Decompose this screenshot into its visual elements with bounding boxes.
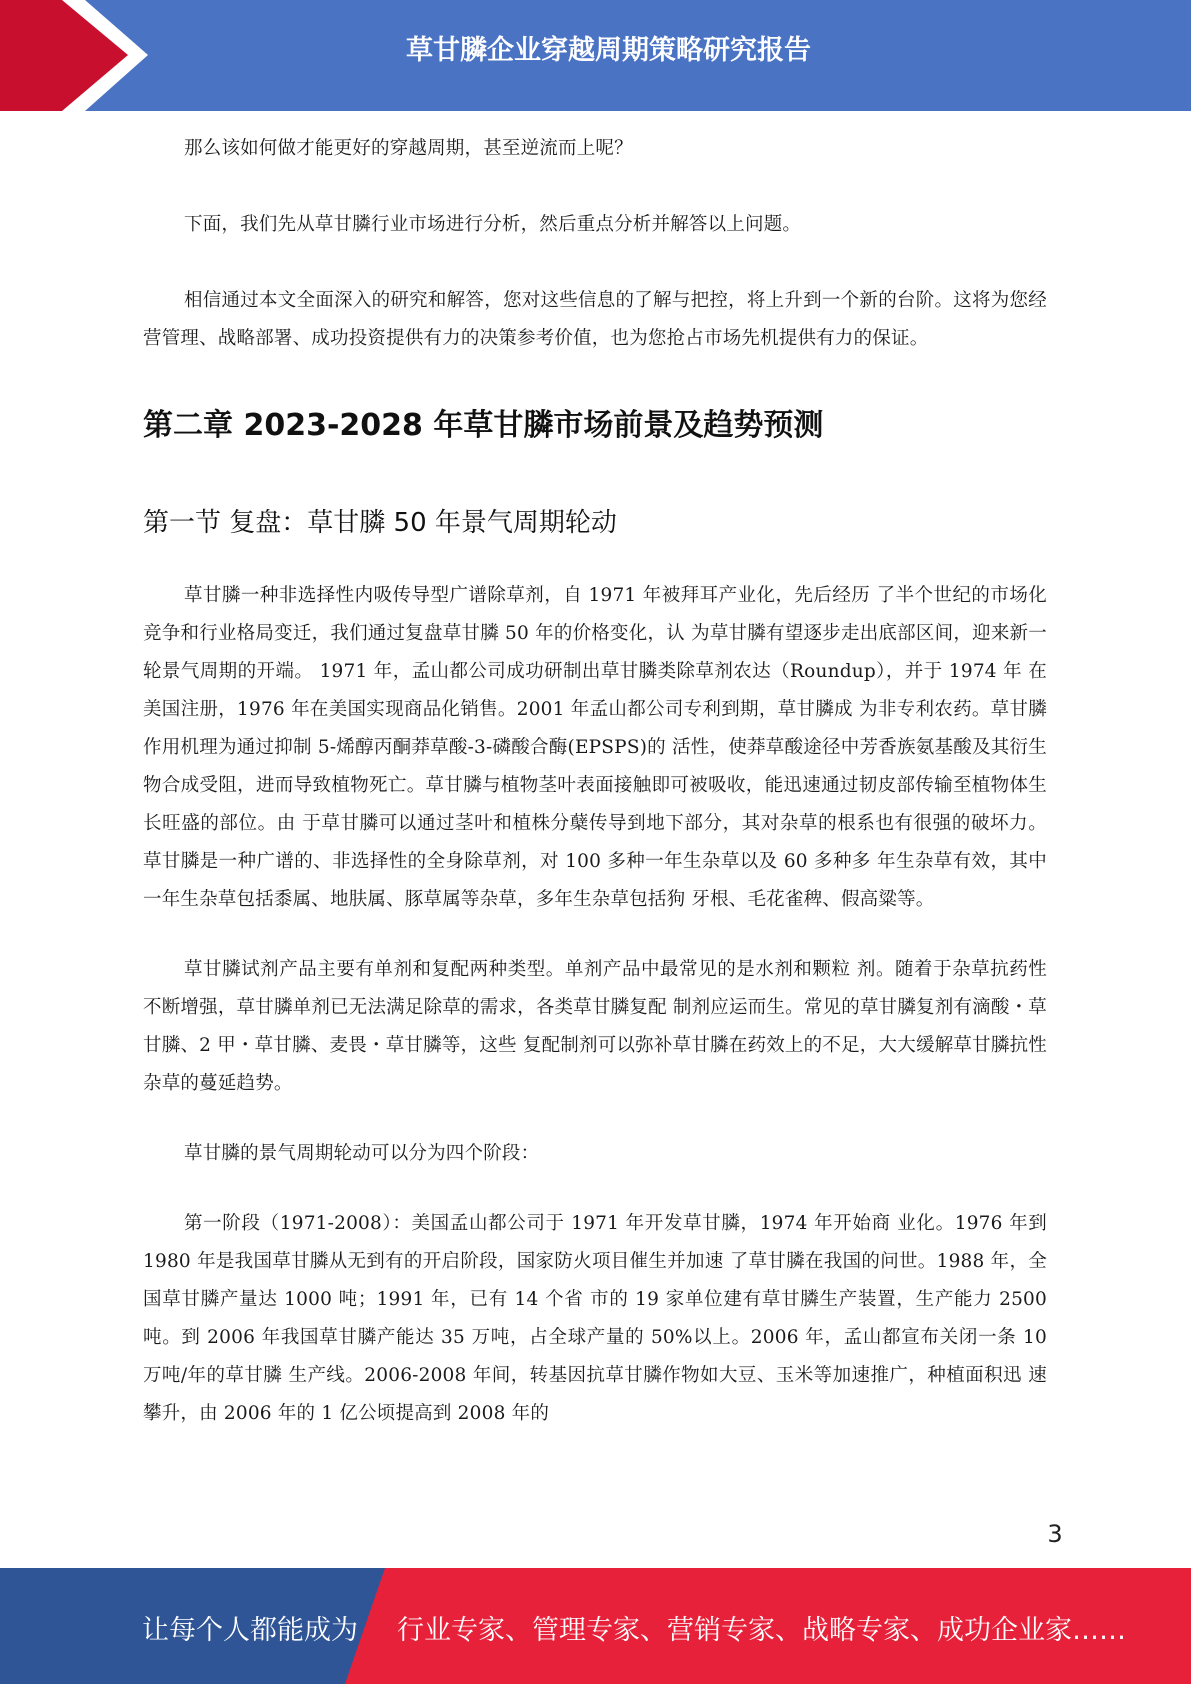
body-paragraph: 草甘膦试剂产品主要有单剂和复配两种类型。单剂产品中最常见的是水剂和颗粒 剂。随着于杂草抗药性不断增强，草甘膦单剂已无法满足除草的需求，各类草甘膦复配 制剂应运而生。常见的草甘膦复剂有滴酸・草甘膦、2 甲・草甘膦、麦畏・草甘膦等，这些 复配制剂可以弥补草甘膦在药效上的不足，大大缓解草甘膦抗性杂草的蔓延趋势。 xyxy=(143,959,1047,1094)
page-header xyxy=(0,0,1191,111)
page-number: 3 xyxy=(1047,1520,1063,1548)
intro-paragraph: 下面，我们先从草甘膦行业市场进行分析，然后重点分析并解答以上问题。 xyxy=(184,214,802,235)
page-footer xyxy=(0,1568,1191,1684)
footer-slogan-right: 行业专家、管理专家、营销专家、战略专家、成功企业家…… xyxy=(397,1615,1126,1646)
chapter-title: 第二章 2023-2028 年草甘膦市场前景及趋势预测 xyxy=(143,408,824,443)
report-title: 草甘膦企业穿越周期策略研究报告 xyxy=(406,35,811,66)
page-content xyxy=(143,130,1047,1433)
body-paragraph: 第一阶段（1971-2008）：美国孟山都公司于 1971 年开发草甘膦，1974 年开始商 业化。1976 年到 1980 年是我国草甘膦从无到有的开启阶段，国家防火项目催生并加速 了草甘膦在我国的问世。1988 年，全国草甘膦产量达 1000 吨；1991 年，已有 14 个省 市的 19 家单位建有草甘膦生产装置，生产能力 2500 吨。到 2006 年我国草甘膦产能达 35 万吨，占全球产量的 50%以上。2006 年，孟山都宣布关闭一条 10 万吨/年的草甘膦 生产线。2006-2008 年间，转基因抗草甘膦作物如大豆、玉米等加速推广，种植面积迅 速攀升，由 2006 年的 1 亿公顷提高到 2008 年的 xyxy=(143,1213,1047,1424)
intro-paragraph: 那么该如何做才能更好的穿越周期，甚至逆流而上呢？ xyxy=(184,138,633,159)
body-paragraph: 草甘膦的景气周期轮动可以分为四个阶段： xyxy=(184,1143,540,1164)
section-title: 第一节 复盘：草甘膦 50 年景气周期轮动 xyxy=(143,508,617,538)
intro-paragraph: 相信通过本文全面深入的研究和解答，您对这些信息的了解与把控，将上升到一个新的台阶。这将为您经营管理、战略部署、成功投资提供有力的决策参考价值，也为您抢占市场先机提供有力的保证。 xyxy=(143,290,1047,349)
body-paragraph: 草甘膦一种非选择性内吸传导型广谱除草剂，自 1971 年被拜耳产业化，先后经历 了半个世纪的市场化竞争和行业格局变迁，我们通过复盘草甘膦 50 年的价格变化，认 为草甘膦有望逐步走出底部区间，迎来新一轮景气周期的开端。 1971 年，孟山都公司成功研制出草甘膦类除草剂农达（Roundup），并于 1974 年 在美国注册，1976 年在美国实现商品化销售。2001 年孟山都公司专利到期，草甘膦成 为非专利农药。草甘膦作用机理为通过抑制 5-烯醇丙酮莽草酸-3-磷酸合酶(EPSPS)的 活性，使莽草酸途径中芳香族氨基酸及其衍生物合成受阻，进而导致植物死亡。草甘膦与植物茎叶表面接触即可被吸收，能迅速通过韧皮部传输至植物体生长旺盛的部位。由 于草甘膦可以通过茎叶和植株分蘖传导到地下部分，其对杂草的根系也有很强的破坏力。 草甘膦是一种广谱的、非选择性的全身除草剂，对 100 多种一年生杂草以及 60 多种多 年生杂草有效，其中一年生杂草包括黍属、地肤属、豚草属等杂草，多年生杂草包括狗 牙根、毛花雀稗、假高粱等。 xyxy=(143,585,1047,910)
footer-slogan-left: 让每个人都能成为 xyxy=(142,1615,358,1646)
